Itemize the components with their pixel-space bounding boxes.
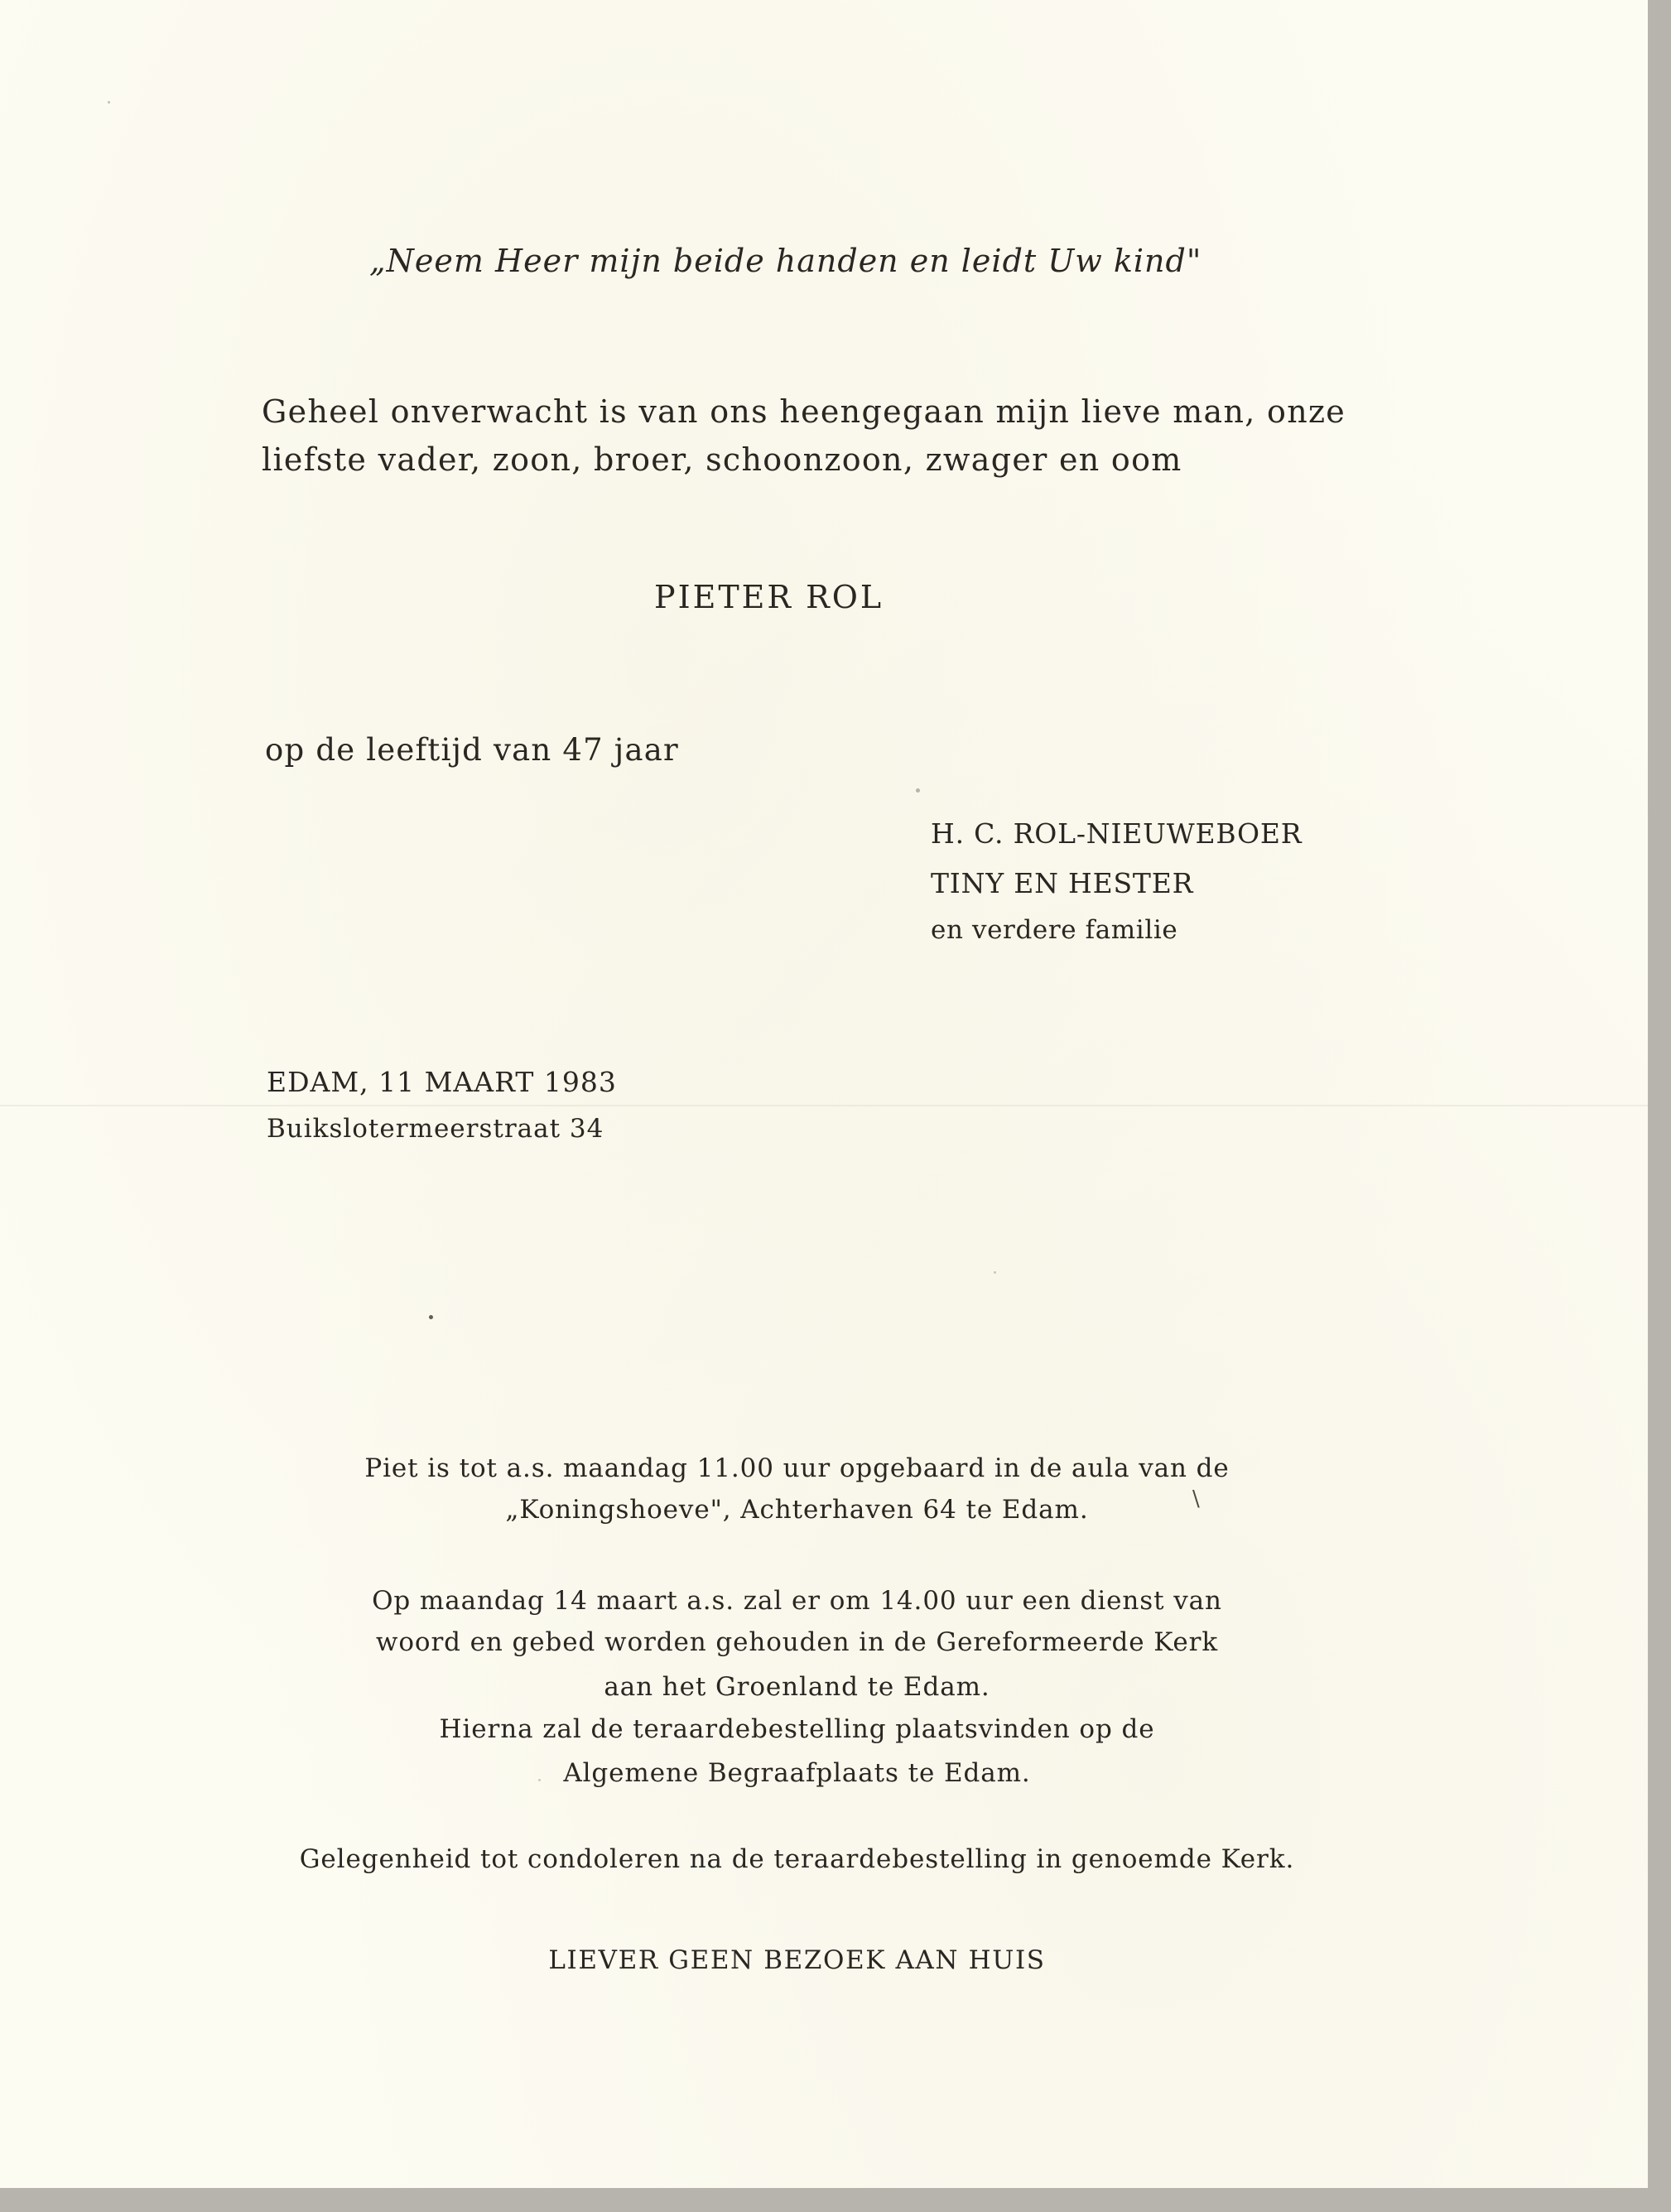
- place-and-date: EDAM, 11 MAART 1983: [267, 1066, 617, 1098]
- closing-request: LIEVER GEEN BEZOEK AAN HUIS: [548, 1945, 1046, 1975]
- deceased-name: PIETER ROL: [654, 579, 884, 615]
- service-line: Algemene Begraafplaats te Edam.: [563, 1758, 1031, 1788]
- service-line: aan het Groenland te Edam.: [604, 1672, 990, 1702]
- ink-speck: [108, 101, 110, 104]
- condolence-line: Gelegenheid tot condoleren na de teraardebestelling in genoemde Kerk.: [299, 1844, 1295, 1874]
- family-children: TINY EN HESTER: [931, 867, 1194, 899]
- laid-out-line: „Koningshoeve", Achterhaven 64 te Edam.: [505, 1495, 1089, 1525]
- laid-out-line: Piet is tot a.s. maandag 11.00 uur opgebaard in de aula van de: [364, 1453, 1230, 1483]
- service-line: Hierna zal de teraardebestelling plaatsvinden op de: [439, 1714, 1155, 1744]
- ink-speck: [994, 1271, 996, 1274]
- service-line: woord en gebed worden gehouden in de Gereformeerde Kerk: [375, 1627, 1219, 1657]
- opening-motto: „Neem Heer mijn beide handen en leidt Uw kind": [369, 243, 1202, 279]
- family-others: en verdere familie: [931, 915, 1178, 945]
- family-spouse: H. C. ROL-NIEUWEBOER: [931, 817, 1303, 850]
- address: Buikslotermeerstraat 34: [267, 1114, 604, 1144]
- ink-speck: [916, 788, 920, 793]
- stray-pen-mark: \: [1192, 1487, 1200, 1511]
- ink-speck: [429, 1315, 433, 1319]
- paper-fold-crease: [0, 1105, 1648, 1106]
- age-line: op de leeftijd van 47 jaar: [265, 732, 679, 768]
- announcement-line: Geheel onverwacht is van ons heengegaan mijn lieve man, onze: [262, 393, 1346, 430]
- service-line: Op maandag 14 maart a.s. zal er om 14.00 uur een dienst van: [372, 1586, 1222, 1616]
- announcement-line: liefste vader, zoon, broer, schoonzoon, zwager en oom: [262, 441, 1182, 478]
